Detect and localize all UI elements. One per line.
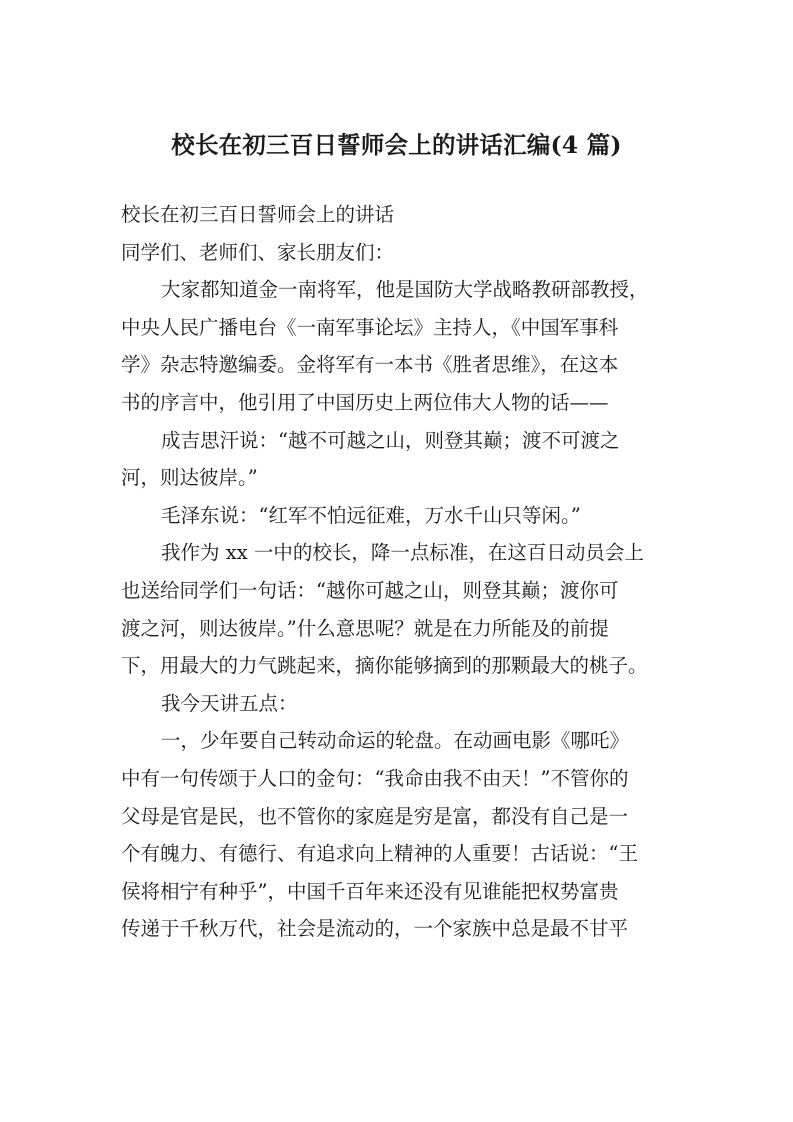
paragraph-line: 河，则达彼岸。” [121,466,258,490]
paragraph-line: 毛泽东说：“红军不怕远征难，万水千山只等闲。” [161,503,581,527]
paragraph-line: 一，少年要自己转动命运的轮盘。在动画电影《哪吒》 [161,729,630,753]
paragraph-line: 侯将相宁有种乎”，中国千百年来还没有见谁能把权势富贵 [121,879,619,903]
paragraph-line: 我作为 xx 一中的校长，降一点标准，在这百日动员会上 [161,541,644,565]
paragraph-line: 书的序言中，他引用了中国历史上两位伟大人物的话—— [121,390,609,414]
paragraph-line: 个有魄力、有德行、有追求向上精神的人重要！古话说：“王 [121,842,638,866]
paragraph-line: 成吉思汗说：“越不可越之山，则登其巅；渡不可渡之 [161,428,620,452]
document-body [121,196,673,948]
salutation-line: 同学们、老师们、家长朋友们： [121,240,395,264]
paragraph-line: 学》杂志特邀编委。金将军有一本书《胜者思维》，在这本 [121,353,619,377]
paragraph-line: 下，用最大的力气跳起来，摘你能够摘到的那颗最大的桃子。 [121,654,648,678]
paragraph-line: 传递于千秋万代，社会是流动的，一个家族中总是最不甘平 [121,917,629,941]
paragraph-line: 父母是官是民，也不管你的家庭是穷是富，都没有自己是一 [121,804,629,828]
document-title: 校长在初三百日誓师会上的讲话汇编(4 篇) [171,131,622,159]
paragraph-line: 也送给同学们一句话：“越你可越之山，则登其巅；渡你可 [121,578,619,602]
paragraph-line: 渡之河，则达彼岸。”什么意思呢？就是在力所能及的前提 [121,616,609,640]
paragraph-line: 我今天讲五点： [161,691,298,715]
paragraph-line: 中央人民广播电台《一南军事论坛》主持人，《中国军事科 [121,315,619,339]
paragraph-line: 大家都知道金一南将军，他是国防大学战略教研部教授， [161,278,649,302]
subtitle-line: 校长在初三百日誓师会上的讲话 [121,203,395,226]
paragraph-line: 中有一句传颂于人口的金句：“我命由我不由天！”不管你的 [121,766,629,790]
